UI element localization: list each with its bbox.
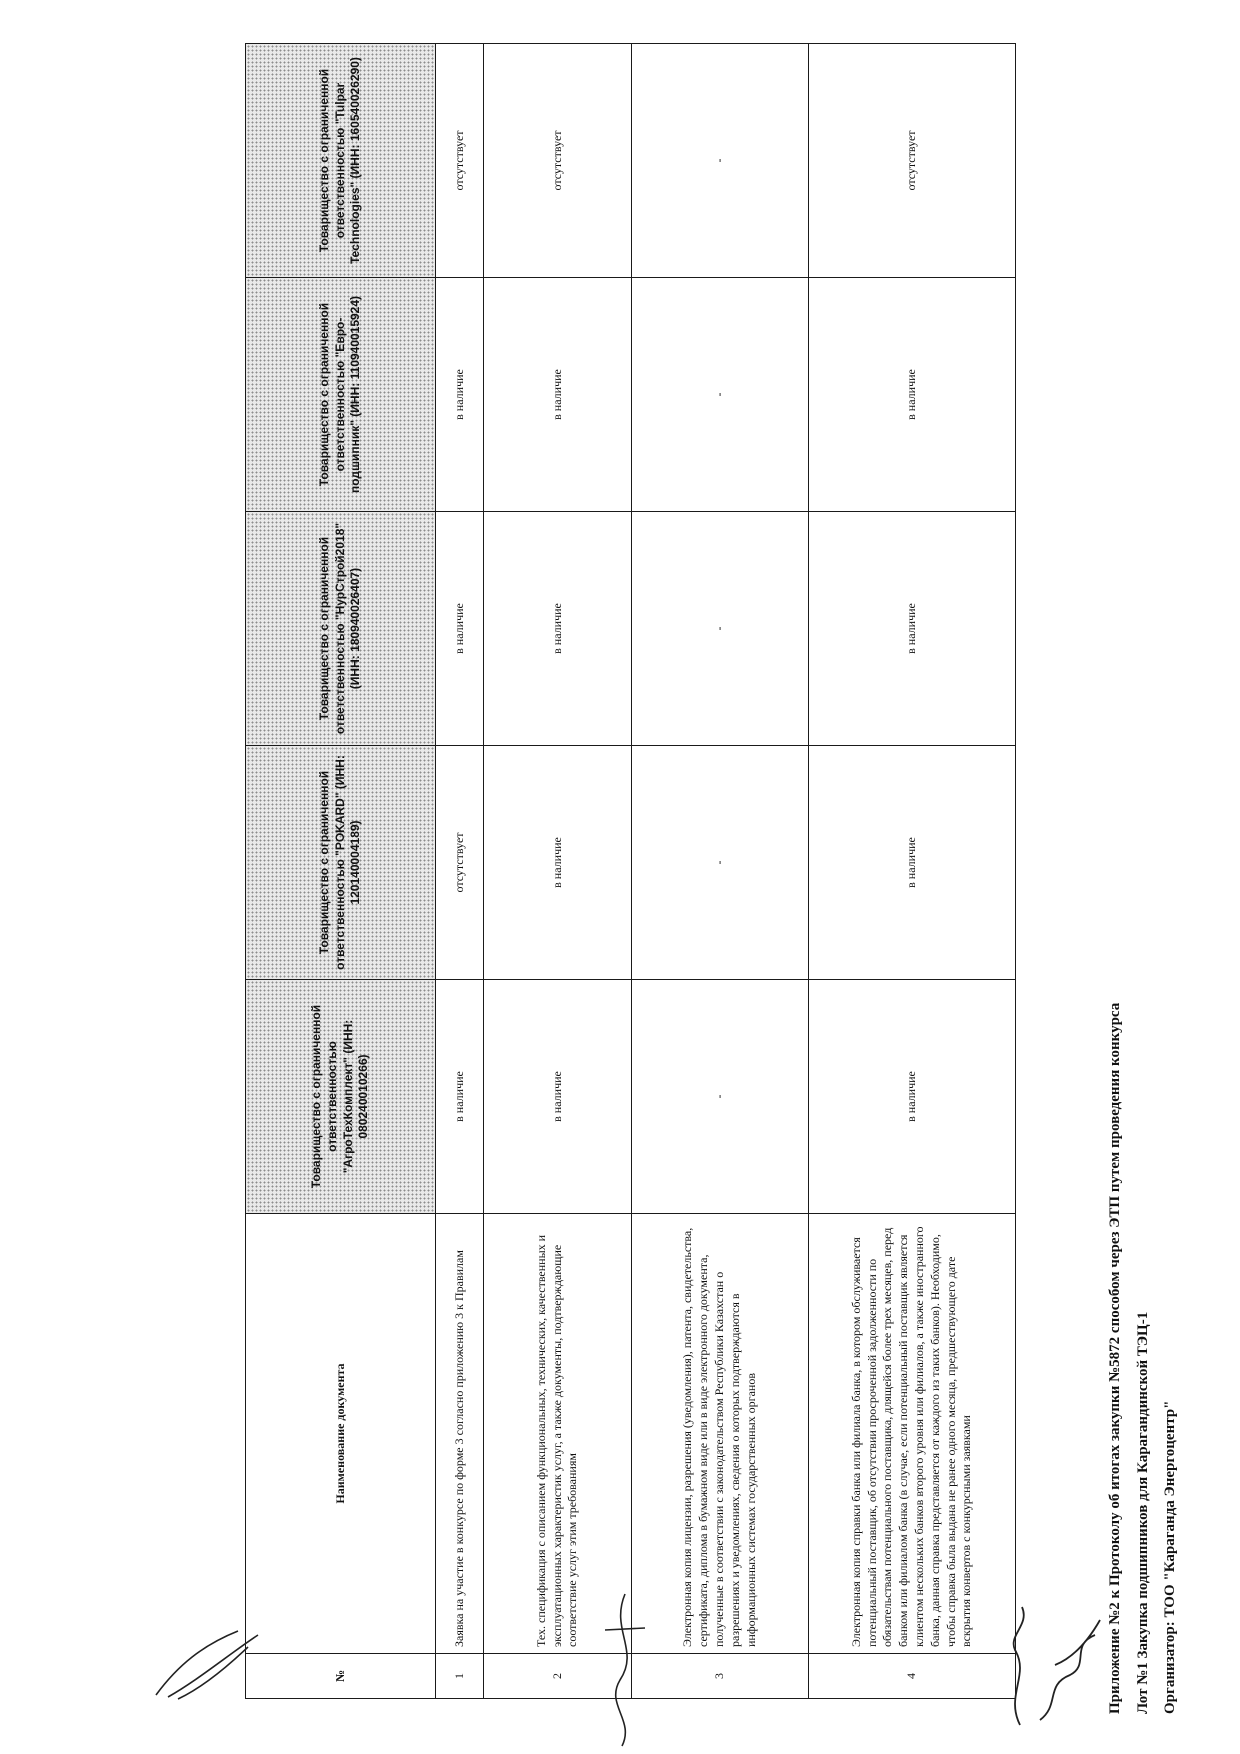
document-name-cell: Заявка на участие в конкурсе по форме 3 согласно приложению 3 к Правилам (436, 1214, 484, 1654)
column-header-supplier: Товарищество с ограниченной ответственностью "Tulpar Technologies" (ИНН: 160540026290) (246, 44, 436, 278)
status-cell: отсутствует (809, 44, 1016, 278)
header-line-3: Организатор: ТОО "Караганда Энергоцентр" (1162, 1400, 1178, 1714)
table-row (436, 44, 484, 1699)
document-name-cell: Электронная копия лицензии, разрешения (уведомления), патента, свидетельства, сертификата, диплома в бумажном виде или в виде электронного документа, полученные в соответствии с законодательством Республики Казахстан о разрешениях и уведомлениях, сведения о которых подтверждаются в информационных системах государственных органов (632, 1214, 809, 1654)
signature-mark-icon (600, 1590, 650, 1750)
status-cell: в наличие (484, 746, 632, 980)
status-cell: в наличие (436, 278, 484, 512)
status-cell: - (632, 278, 809, 512)
table-row (809, 44, 1016, 1699)
status-cell: в наличие (436, 980, 484, 1214)
status-cell: в наличие (809, 980, 1016, 1214)
column-header-number: № (246, 1654, 436, 1699)
status-cell: - (632, 746, 809, 980)
evaluation-table (245, 43, 1016, 1699)
document-name-cell: Электронная копия справки банка или филиала банка, в котором обслуживается потенциальный поставщик, об отсутствии просроченной задолженности по обязательствам потенциального поставщика, длящейся более трех месяцев, перед банком или филиалом банка (в случае, если потенциальный поставщик является клиентом нескольких банков второго уровня или филиалов, а также иностранного банка, данная справка представляется от каждого из таких банков). Необходимо, чтобы справка была выдана не ранее одного месяца, предшествующего дате вскрытия конвертов с конкурсными заявками (809, 1214, 1016, 1654)
status-cell: в наличие (484, 278, 632, 512)
status-cell: отсутствует (436, 746, 484, 980)
row-number: 3 (632, 1654, 809, 1699)
status-cell: - (632, 44, 809, 278)
status-cell: отсутствует (484, 44, 632, 278)
signature-handwritten-icon (1000, 1595, 1110, 1735)
column-header-supplier: Товарищество с ограниченной ответственностью "АгроТехКомплект" (ИНН: 080240010266) (246, 980, 436, 1214)
row-number: 4 (809, 1654, 1016, 1699)
table-row (484, 44, 632, 1699)
row-number: 2 (484, 1654, 632, 1699)
status-cell: в наличие (436, 512, 484, 746)
column-header-supplier: Товарищество с ограниченной ответственностью "НурСтрой2018" (ИНН: 180940026407) (246, 512, 436, 746)
status-cell: в наличие (809, 278, 1016, 512)
header-line-1: Приложение №2 к Протоколу об итогах закупки №5872 способом через ЭТП путем проведения конкурса (1107, 1002, 1123, 1714)
status-cell: в наличие (809, 512, 1016, 746)
column-header-document: Наименование документа (246, 1214, 436, 1654)
row-number: 1 (436, 1654, 484, 1699)
table-row (632, 44, 809, 1699)
signature-stroke-icon (148, 1625, 268, 1705)
table-header-row (246, 44, 436, 1699)
status-cell: в наличие (809, 746, 1016, 980)
status-cell: отсутствует (436, 44, 484, 278)
document-name-cell: Тех. спецификация с описанием функциональных, технических, качественных и эксплуатационных характеристик услуг, а также документы, подтверждающие соответствие услуг этим требованиям (484, 1214, 632, 1654)
status-cell: в наличие (484, 512, 632, 746)
header-line-2: Лот №1 Закупка подшипников для Карагандинской ТЭЦ-1 (1135, 1311, 1151, 1714)
status-cell: в наличие (484, 980, 632, 1214)
column-header-supplier: Товарищество с ограниченной ответственностью "Евро-подшипник" (ИНН: 110940015924) (246, 278, 436, 512)
status-cell: - (632, 980, 809, 1214)
column-header-supplier: Товарищество с ограниченной ответственностью "POKARD" (ИНН: 120140004189) (246, 746, 436, 980)
status-cell: - (632, 512, 809, 746)
